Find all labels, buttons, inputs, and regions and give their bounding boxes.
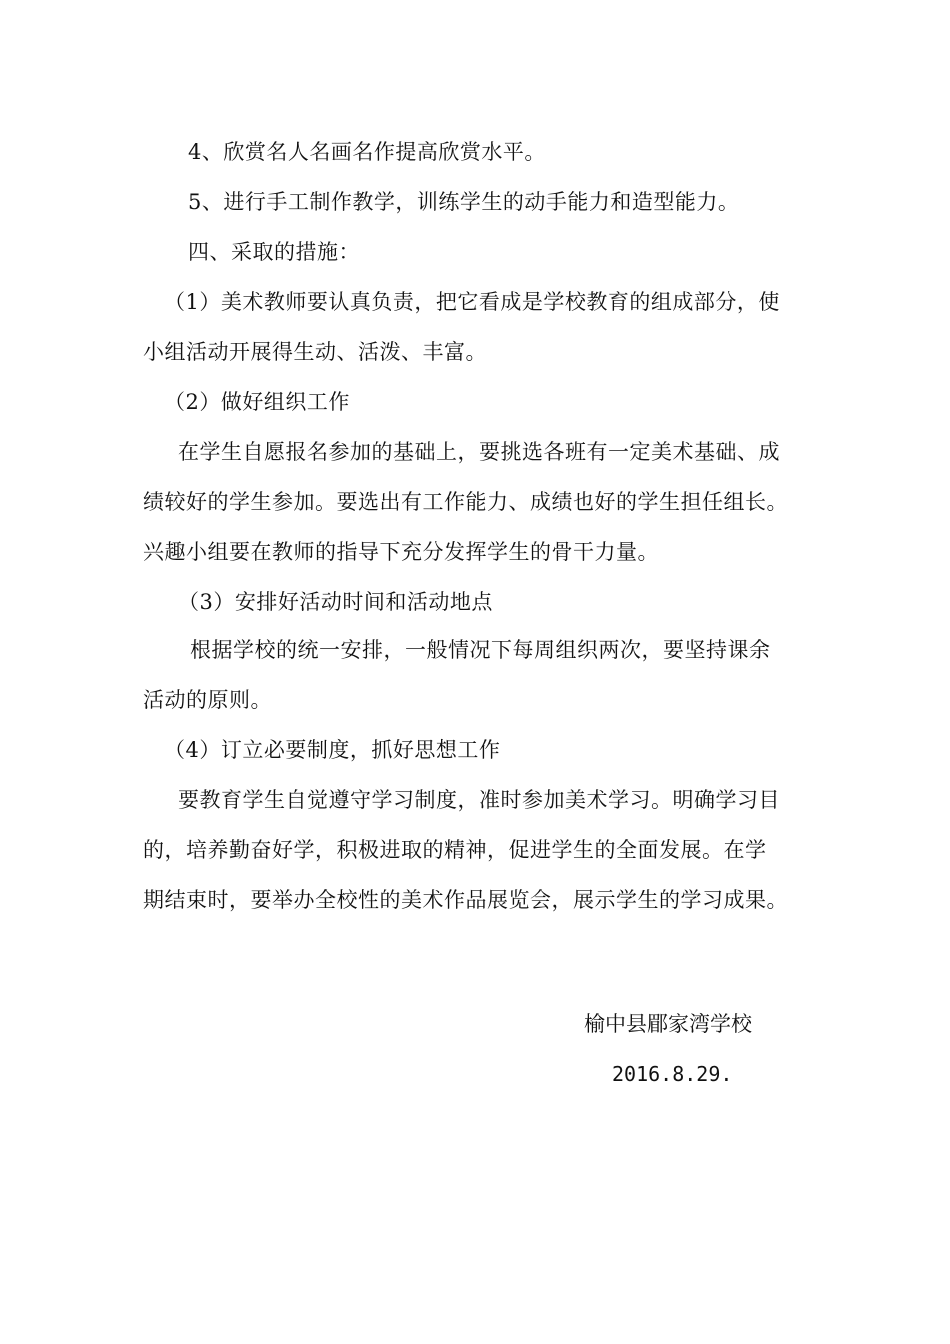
measure-2-heading: （2）做好组织工作 bbox=[164, 390, 350, 414]
item-4: 4、欣赏名人名画名作提高欣赏水平。 bbox=[188, 140, 546, 164]
measure-1-line-2: 小组活动开展得生动、活泼、丰富。 bbox=[143, 340, 487, 364]
signature-school: 榆中县郿家湾学校 bbox=[584, 1012, 752, 1036]
measure-1-line-1: （1）美术教师要认真负责，把它看成是学校教育的组成部分，使 bbox=[164, 290, 780, 314]
measure-3-heading: （3）安排好活动时间和活动地点 bbox=[178, 590, 493, 614]
measure-4-heading: （4）订立必要制度，抓好思想工作 bbox=[164, 738, 501, 762]
measure-2-line-2: 绩较好的学生参加。要选出有工作能力、成绩也好的学生担任组长。 bbox=[143, 490, 788, 514]
measure-4-line-2: 的，培养勤奋好学，积极进取的精神，促进学生的全面发展。在学 bbox=[143, 838, 767, 862]
measure-4-line-3: 期结束时，要举办全校性的美术作品展览会，展示学生的学习成果。 bbox=[143, 888, 788, 912]
measure-3-line-1: 根据学校的统一安排，一般情况下每周组织两次，要坚持课余 bbox=[190, 638, 771, 662]
measure-4-line-1: 要教育学生自觉遵守学习制度，准时参加美术学习。明确学习目 bbox=[178, 788, 780, 812]
item-5: 5、进行手工制作教学，训练学生的动手能力和造型能力。 bbox=[188, 190, 740, 214]
measure-2-line-3: 兴趣小组要在教师的指导下充分发挥学生的骨干力量。 bbox=[143, 540, 659, 564]
section-heading-measures: 四、采取的措施： bbox=[188, 240, 360, 264]
measure-3-line-2: 活动的原则。 bbox=[143, 688, 272, 712]
signature-date: 2016.8.29. bbox=[612, 1062, 733, 1086]
measure-2-line-1: 在学生自愿报名参加的基础上，要挑选各班有一定美术基础、成 bbox=[178, 440, 780, 464]
